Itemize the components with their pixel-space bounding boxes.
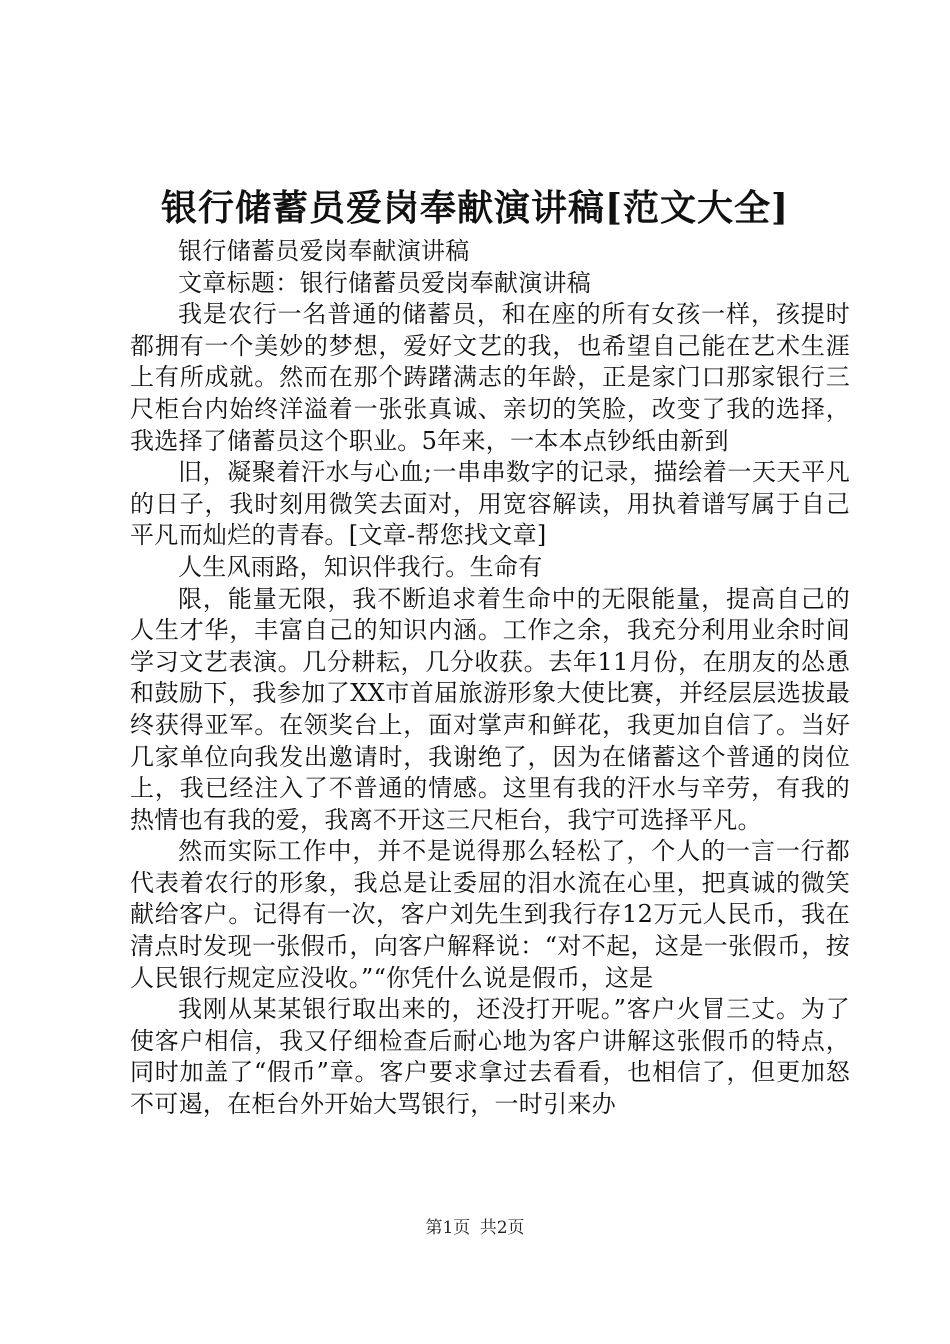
document-title: 银行储蓄员爱岗奉献演讲稿[范文大全] <box>160 187 790 229</box>
paragraph: 我是农行一名普通的储蓄员，和在座的所有女孩一样，孩提时都拥有一个美妙的梦想，爱好文艺的我，也希望自己能在艺术生涯上有所成就。然而在那个踌躇满志的年龄，正是家门口那家银行三尺柜台内始终洋溢着一张张真诚、亲切的笑脸，改变了我的选择，我选择了储蓄员这个职业。5年来，一本本点钞纸由新到 <box>130 300 850 455</box>
page-total: 共2页 <box>479 1218 525 1238</box>
page-number: 第1页 <box>425 1218 471 1238</box>
paragraph: 然而实际工作中，并不是说得那么轻松了，个人的一言一行都代表着农行的形象，我总是让委屈的泪水流在心里，把真诚的微笑献给客户。记得有一次，客户刘先生到我行存12万元人民币，我在清点时发现一张假币，向客户解释说：“对不起，这是一张假币，按人民银行规定应没收。”“你凭什么说是假币，这是 <box>130 837 850 992</box>
paragraph: 银行储蓄员爱岗奉献演讲稿 <box>178 237 470 265</box>
paragraph: 旧，凝聚着汗水与心血;一串串数字的记录，描绘着一天天平凡的日子，我时刻用微笑去面对，用宽容解读，用执着谱写属于自己平凡而灿烂的青春。[文章-帮您找文章] <box>130 458 850 550</box>
paragraph: 我刚从某某银行取出来的，还没打开呢。”客户火冒三丈。为了使客户相信，我又仔细检查后耐心地为客户讲解这张假币的特点，同时加盖了“假币”章。客户要求拿过去看看，也相信了，但更加怒不可遏，在柜台外开始大骂银行，一时引来办 <box>130 995 850 1119</box>
page-footer <box>0 1216 950 1240</box>
paragraph: 限，能量无限，我不断追求着生命中的无限能量，提高自己的人生才华，丰富自己的知识内涵。工作之余，我充分利用业余时间学习文艺表演。几分耕耘，几分收获。去年11月份，在朋友的怂恿和鼓励下，我参加了XX市首届旅游形象大使比赛，并经层层选拔最终获得亚军。在领奖台上，面对掌声和鲜花，我更加自信了。当好几家单位向我发出邀请时，我谢绝了，因为在储蓄这个普通的岗位上，我已经注入了不普通的情感。这里有我的汗水与辛劳，有我的热情也有我的爱，我离不开这三尺柜台，我宁可选择平凡。 <box>130 584 850 834</box>
document-body <box>130 236 850 1121</box>
paragraph: 人生风雨路，知识伴我行。生命有 <box>178 552 543 581</box>
paragraph: 文章标题：银行储蓄员爱岗奉献演讲稿 <box>178 268 592 297</box>
